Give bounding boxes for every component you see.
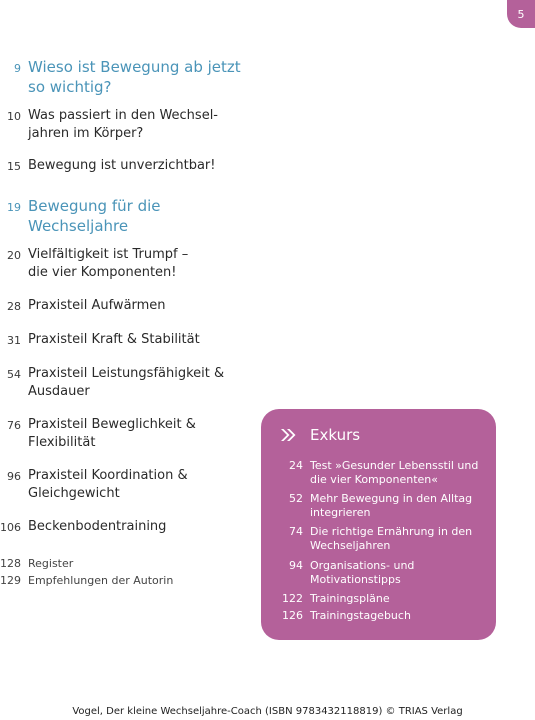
toc-title: Was passiert in den Wechsel- jahren im Körper? bbox=[28, 108, 218, 141]
page-number-badge bbox=[507, 0, 535, 28]
toc-title: Praxisteil Beweglichkeit & Flexibilität bbox=[28, 417, 196, 450]
exkurs-page-number: 122 bbox=[282, 592, 303, 605]
toc-title: Wieso ist Bewegung ab jetzt so wichtig? bbox=[28, 58, 241, 96]
toc-title: Empfehlungen der Autorin bbox=[28, 574, 174, 587]
exkurs-title-text: Mehr Bewegung in den Alltag integrieren bbox=[310, 492, 473, 519]
exkurs-page-number: 74 bbox=[289, 525, 303, 538]
toc-page-number: 54 bbox=[7, 368, 21, 381]
toc-page-number: 9 bbox=[14, 62, 21, 75]
toc-title: Praxisteil Kraft & Stabilität bbox=[28, 332, 200, 347]
exkurs-title-text: Test »Gesunder Lebensstil und die vier Komponenten« bbox=[310, 459, 479, 486]
toc-page-number: 28 bbox=[7, 300, 21, 313]
exkurs-header bbox=[280, 426, 360, 444]
exkurs-page-number: 126 bbox=[282, 609, 303, 622]
toc-page-number: 15 bbox=[7, 160, 21, 173]
toc-title: Praxisteil Aufwärmen bbox=[28, 298, 166, 313]
exkurs-box bbox=[261, 409, 496, 640]
toc-title: Bewegung für die Wechseljahre bbox=[28, 197, 161, 235]
toc-page-number: 129 bbox=[0, 574, 21, 587]
toc-page-number: 76 bbox=[7, 419, 21, 432]
toc-page-number: 96 bbox=[7, 470, 21, 483]
toc-title: Bewegung ist unverzichtbar! bbox=[28, 158, 216, 173]
toc-title: Praxisteil Leistungsfähigkeit & Ausdauer bbox=[28, 366, 225, 399]
toc-title: Vielfältigkeit ist Trumpf – die vier Komponenten! bbox=[28, 247, 189, 280]
double-chevron-right-icon bbox=[280, 428, 296, 442]
toc-page-number: 10 bbox=[7, 110, 21, 123]
toc-page-number: 128 bbox=[0, 557, 21, 570]
exkurs-page-number: 94 bbox=[289, 559, 303, 572]
toc-title: Praxisteil Koordination & Gleichgewicht bbox=[28, 468, 188, 501]
toc-page-number: 19 bbox=[7, 201, 21, 214]
footer-citation: Vogel, Der kleine Wechseljahre-Coach (ISBN 9783432118819) © TRIAS Verlag bbox=[72, 706, 463, 717]
exkurs-title-text: Die richtige Ernährung in den Wechseljahren bbox=[310, 525, 473, 552]
toc-page-number: 31 bbox=[7, 334, 21, 347]
toc-page-number: 106 bbox=[0, 521, 21, 534]
exkurs-page-number: 24 bbox=[289, 459, 303, 472]
exkurs-title-text: Trainingstagebuch bbox=[310, 609, 411, 622]
exkurs-title-text: Organisations- und Motivationstipps bbox=[310, 559, 415, 586]
toc-title: Beckenbodentraining bbox=[28, 519, 167, 534]
exkurs-title-text: Trainingspläne bbox=[310, 592, 390, 605]
toc-title: Register bbox=[28, 557, 74, 570]
exkurs-title: Exkurs bbox=[310, 426, 361, 444]
toc-page-number: 20 bbox=[7, 249, 21, 262]
exkurs-page-number: 52 bbox=[289, 492, 303, 505]
page-number: 5 bbox=[517, 7, 525, 21]
